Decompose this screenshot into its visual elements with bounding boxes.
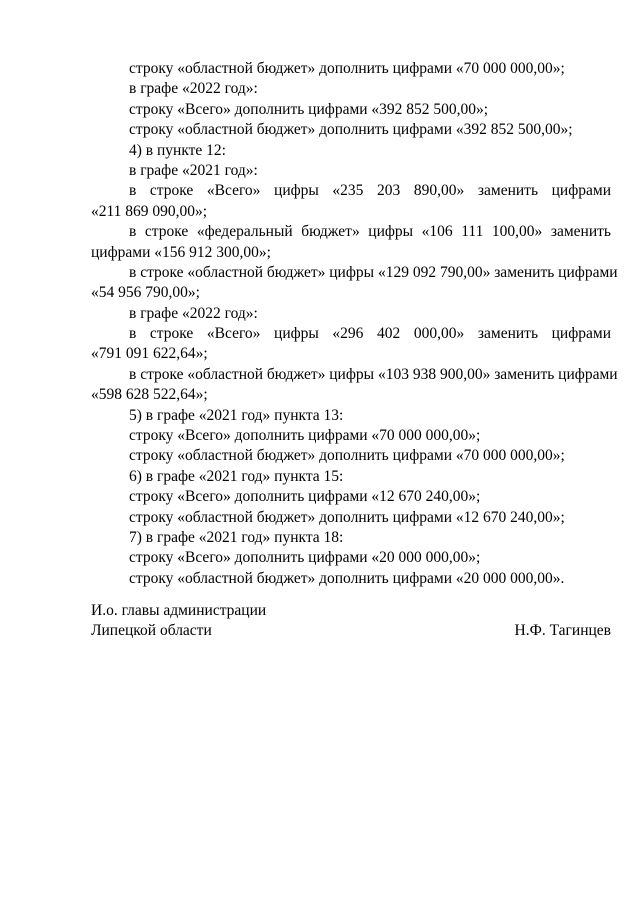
paragraph-line: «598 628 522,64»; [91, 386, 208, 404]
paragraph-line: строку «областной бюджет» дополнить цифрами «392 852 500,00»; [129, 121, 573, 139]
signature-title: И.о. главы администрации [91, 602, 267, 619]
list-item-6: 6) в графе «2021 год» пункта 15: [129, 467, 344, 485]
list-item-5: 5) в графе «2021 год» пункта 13: [129, 406, 344, 424]
paragraph-line: «211 869 090,00»; [91, 202, 208, 220]
list-item-4: 4) в пункте 12: [129, 141, 226, 159]
paragraph-line: строку «Всего» дополнить цифрами «20 000 000,00»; [129, 549, 481, 567]
signature-title-line1 [91, 601, 611, 621]
paragraph-line: в строке «областной бюджет» цифры «103 938 900,00» заменить цифрами [129, 365, 618, 383]
paragraph-line: строку «областной бюджет» дополнить цифрами «12 670 240,00»; [129, 508, 565, 526]
paragraph-line: строку «областной бюджет» дополнить цифрами «70 000 000,00»; [129, 447, 565, 465]
paragraph-line: в графе «2022 год»: [129, 304, 258, 322]
paragraph-line: в строке «Всего» цифры «235 203 890,00» заменить цифрами [129, 182, 611, 200]
paragraph-line: цифрами «156 912 300,00»; [91, 243, 271, 261]
paragraph-line: в строке «областной бюджет» цифры «129 092 790,00» заменить цифрами [129, 263, 618, 281]
paragraph-line: строку «Всего» дополнить цифрами «392 852 500,00»; [129, 100, 489, 118]
signature-organization: Липецкой области [91, 622, 212, 639]
paragraph-line: в графе «2021 год»: [129, 161, 258, 179]
paragraph-line: «54 956 790,00»; [91, 284, 200, 302]
paragraph-line: строку «Всего» дополнить цифрами «70 000 000,00»; [129, 427, 481, 445]
document-body [91, 59, 618, 589]
paragraph-line: строку «областной бюджет» дополнить цифрами «70 000 000,00»; [129, 60, 565, 77]
paragraph-line: строку «областной бюджет» дополнить цифрами «20 000 000,00». [129, 569, 565, 587]
paragraph-line: «791 091 622,64»; [91, 345, 208, 363]
paragraph-line: строку «Всего» дополнить цифрами «12 670 240,00»; [129, 488, 481, 506]
paragraph-line: в строке «Всего» цифры «296 402 000,00» заменить цифрами [129, 325, 611, 343]
list-item-7: 7) в графе «2021 год» пункта 18: [129, 528, 344, 546]
paragraph-line: в строке «федеральный бюджет» цифры «106 111 100,00» заменить [129, 223, 611, 241]
paragraph-line: в графе «2022 год»: [129, 80, 258, 98]
signatory-name: Н.Ф. Тагинцев [514, 622, 611, 639]
signature-block [91, 621, 611, 641]
